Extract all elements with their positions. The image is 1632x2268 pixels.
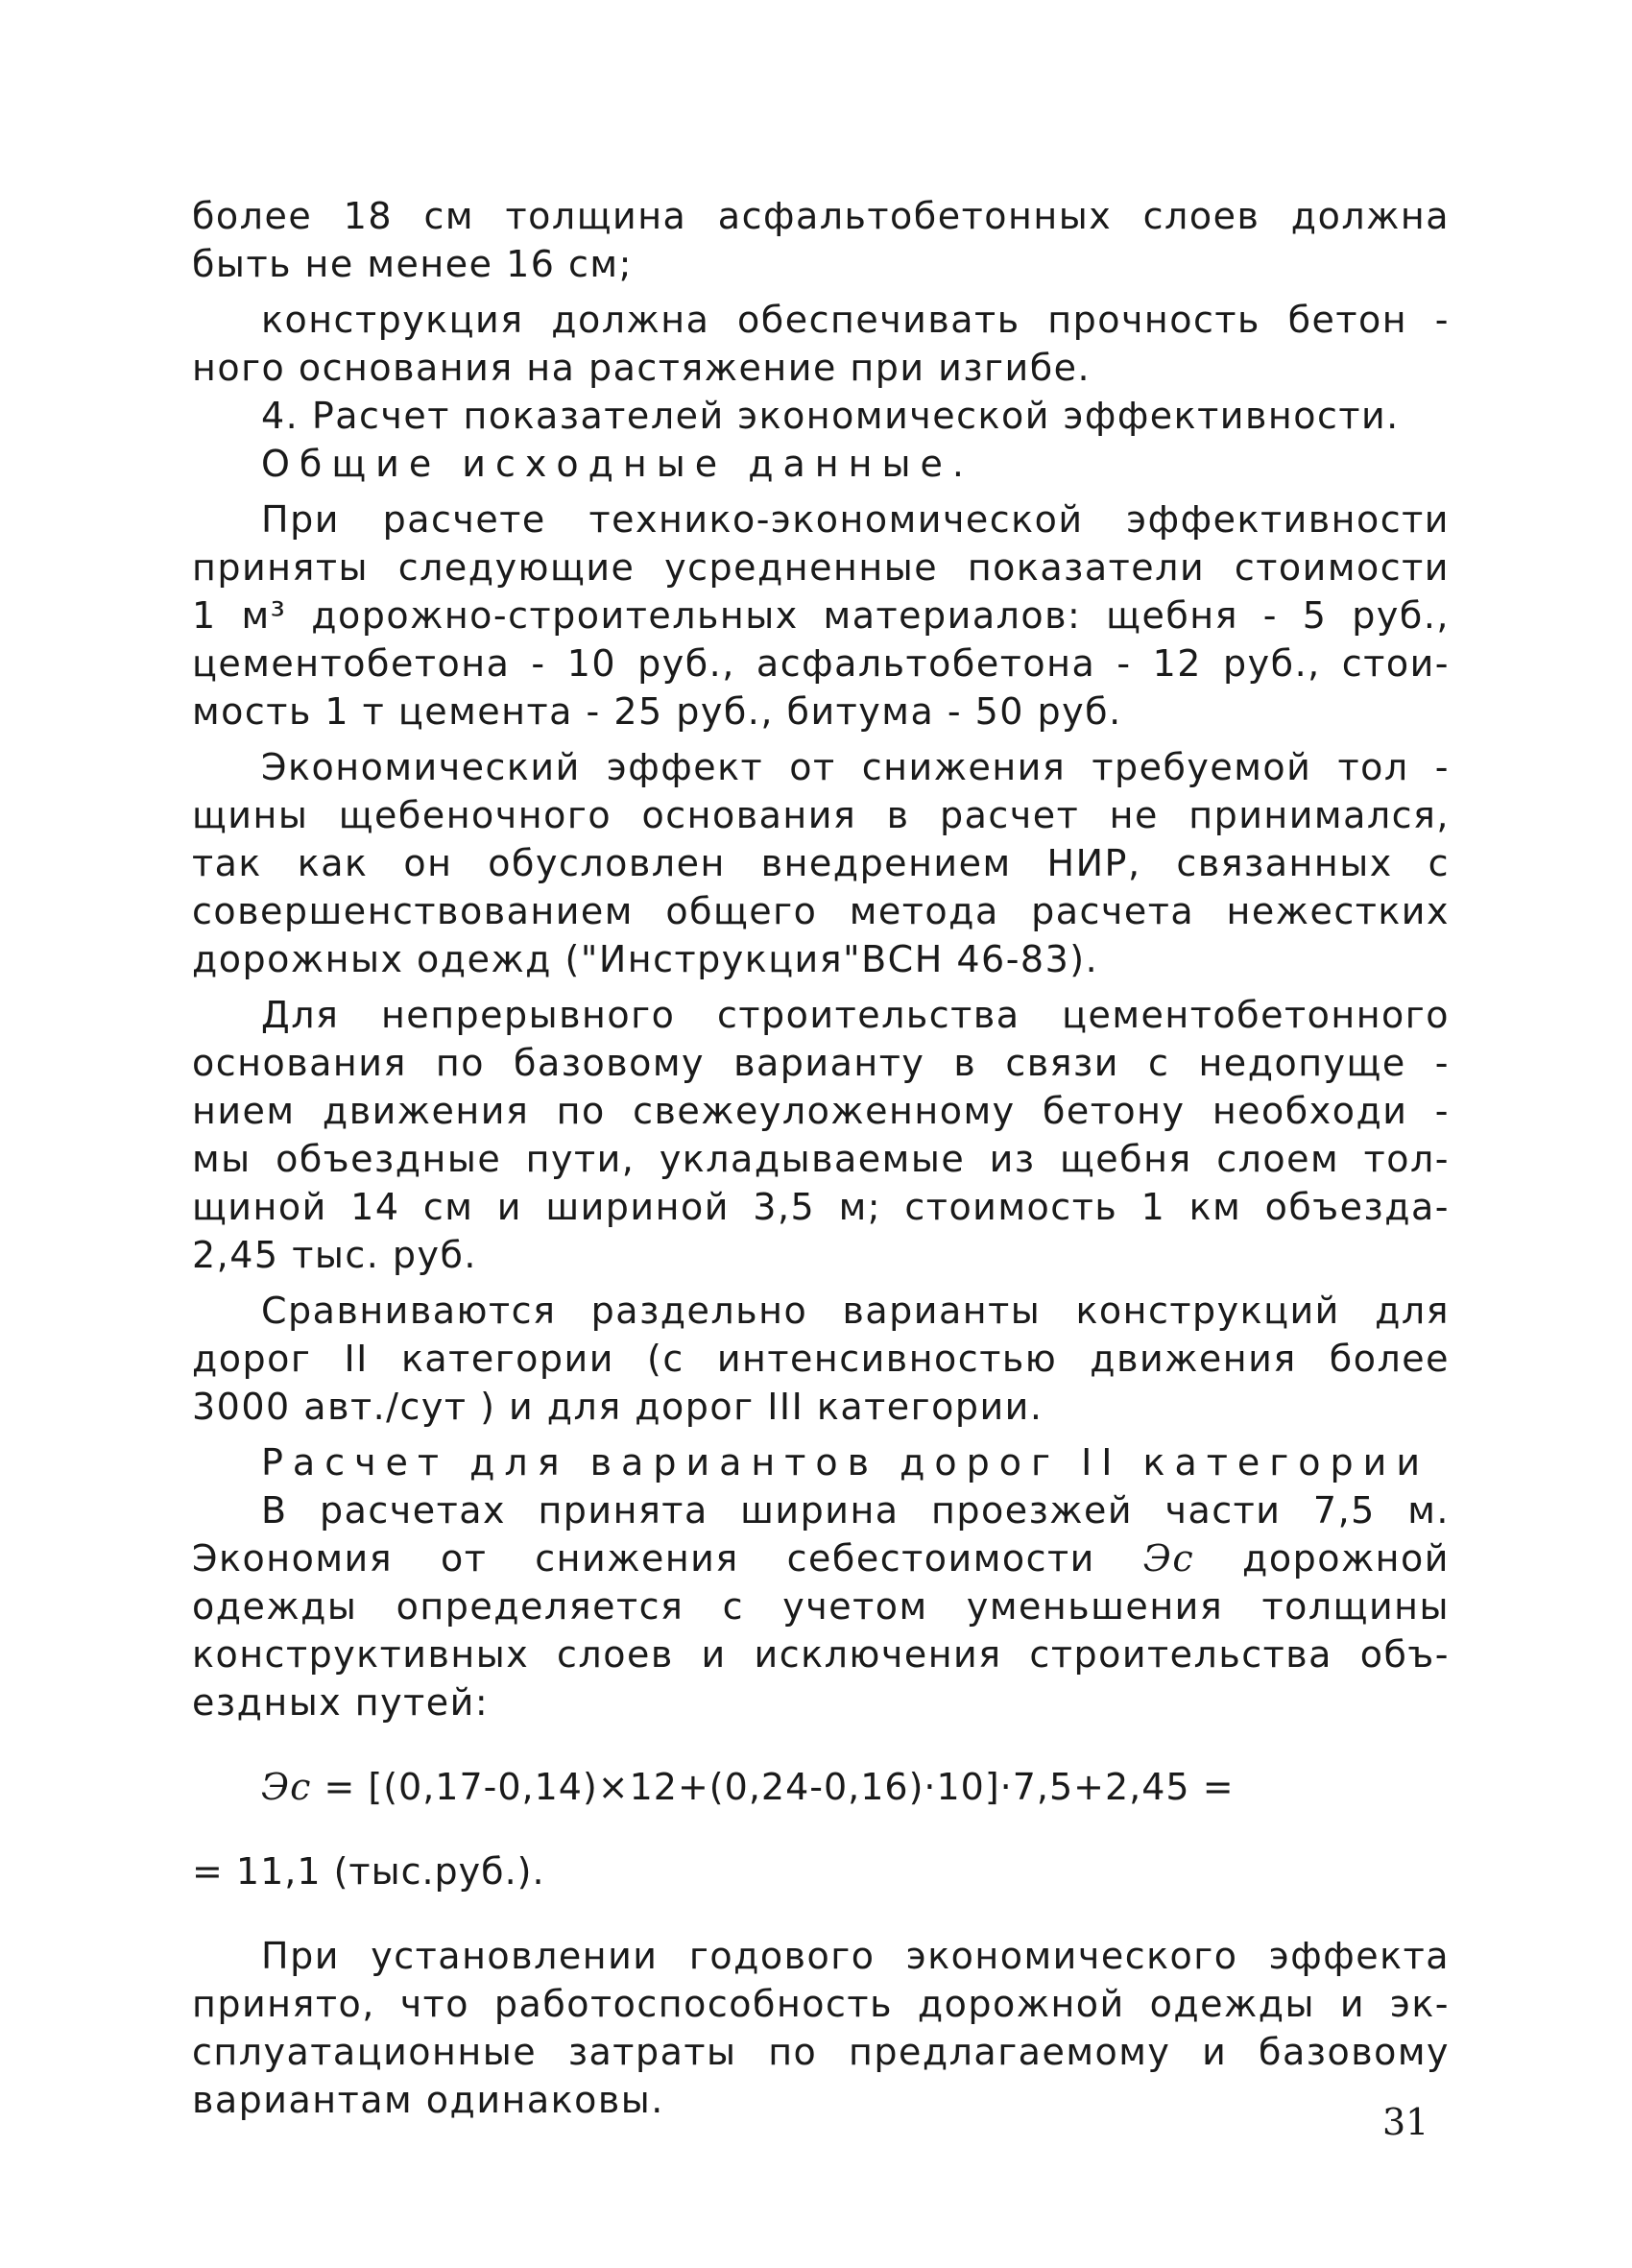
section-heading: 4. Расчет показателей экономической эффективности. (261, 395, 1400, 437)
text-line: так как он обусловлен внедрением НИР, связанных с (192, 842, 1450, 884)
formula-expression: = [(0,17-0,14)×12+(0,24-0,16)·10]·7,5+2,45 = (324, 1766, 1235, 1808)
text-line: щиной 14 см и шириной 3,5 м; стоимость 1 км объезда- (192, 1186, 1450, 1228)
formula-result: = 11,1 (тыс.руб.). (192, 1850, 545, 1893)
text-line: дорожных одежд ("Инструкция"ВСН 46-83). (192, 938, 1099, 980)
text-line: цементобетона - 10 руб., асфальтобетона - 12 руб., стои- (192, 642, 1450, 685)
text-line: щины щебеночного основания в расчет не принимался, (192, 794, 1450, 836)
text-line: В расчетах принята ширина проезжей части 7,5 м. (261, 1489, 1450, 1532)
savings-symbol: Эс (261, 1766, 312, 1808)
text-line: мость 1 т цемента - 25 руб., битума - 50 руб. (192, 690, 1122, 733)
text-line: совершенствованием общего метода расчета нежестких (192, 890, 1450, 932)
text-line: приняты следующие усредненные показатели стоимости (192, 546, 1450, 589)
text-line: мы объездные пути, укладываемые из щебня слоем тол- (192, 1138, 1450, 1180)
savings-symbol: Эс (1142, 1537, 1195, 1580)
text-line: ездных путей: (192, 1681, 490, 1724)
text-fragment: Экономия от снижения себестоимости (192, 1537, 1095, 1580)
text-line: принято, что работоспособность дорожной одежды и эк- (192, 1983, 1450, 2025)
text-line: дорог II категории (с интенсивностью движения более (192, 1338, 1450, 1380)
page-number: 31 (1382, 2101, 1429, 2143)
text-line: быть не менее 16 см; (192, 243, 633, 285)
text-line: ного основания на растяжение при изгибе. (192, 347, 1092, 389)
text-line: сплуатационные затраты по предлагаемому и базовому (192, 2031, 1450, 2073)
text-line: Для непрерывного строительства цементобетонного (261, 994, 1450, 1036)
text-line: одежды определяется с учетом уменьшения толщины (192, 1585, 1450, 1628)
formula-line (192, 1763, 1450, 1811)
text-line: 2,45 тыс. руб. (192, 1234, 478, 1276)
subheading-general-data: Общие исходные данные. (261, 443, 973, 485)
document-page (192, 192, 1450, 2124)
text-line: 3000 авт./сут ) и для дорог III категории. (192, 1386, 1044, 1428)
text-line: 1 м³ дорожно-строительных материалов: щебня - 5 руб., (192, 594, 1450, 637)
text-line: конструктивных слоев и исключения строительства объ- (192, 1633, 1450, 1676)
text-line: вариантам одинаковы. (192, 2079, 664, 2121)
text-line: нием движения по свежеуложенному бетону необходи - (192, 1090, 1450, 1132)
subheading-category-calc: Расчет для вариантов дорог II категории (261, 1441, 1430, 1484)
text-line: Экономический эффект от снижения требуемой тол - (261, 746, 1450, 788)
text-line: основания по базовому варианту в связи с недопуще - (192, 1042, 1450, 1084)
text-line: При установлении годового экономического эффекта (261, 1935, 1450, 1977)
text-line: При расчете технико-экономической эффективности (261, 498, 1450, 541)
text-line: Сравниваются раздельно варианты конструкций для (261, 1290, 1450, 1332)
text-line: более 18 см толщина асфальтобетонных слоев должна (192, 195, 1450, 237)
text-fragment: дорожной (1242, 1537, 1450, 1580)
text-line (192, 1534, 1450, 1582)
text-line: конструкция должна обеспечивать прочность бетон - (261, 299, 1450, 341)
